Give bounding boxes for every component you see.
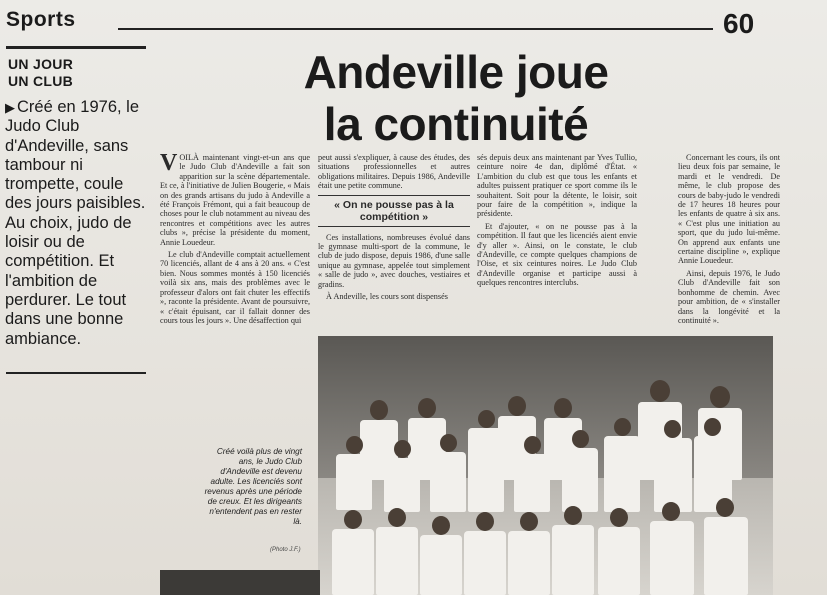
triangle-bullet-icon: ▶ (5, 100, 15, 115)
person-head (346, 436, 363, 454)
article-column-1 (160, 150, 310, 328)
article-column-4 (678, 153, 780, 328)
person-head (418, 398, 436, 418)
headline-line-2: la continuité (323, 98, 589, 150)
person (650, 521, 694, 595)
person-head (524, 436, 541, 454)
col3-paragraph-2: Et d'ajouter, « on ne pousse pas à la compétition. Il faut que les licenciés aient envie d'y aller ». Ainsi, on le constate, le club d'Andeville, ce compte quelques champions de l'Oise, et six ceintures noires. Le Judo Club d'Andeville organise et participe aussi à quelques rencontres interclubs. (477, 221, 637, 288)
col1-paragraph-2: Le club d'Andeville comptait actuellement 70 licenciés, allant de 4 ans à 20 ans. « C'est bien. Nous sommes montés à 150 licenciés voilà six ans, mais des problèmes avec le professeur d'alors ont fait chuter les effectifs », raconte la présidente. Avant de poursuivre, « c'était épuisant, car il fallait donner des cours tous les jours ». Une désaffection qui (160, 250, 310, 325)
person (384, 458, 420, 512)
col3-paragraph-1: sés depuis deux ans maintenant par Yves Tullio, ceinture noire 4e dan, diplômé d'État. « L'ambition du club est que tous les enfants et adultes puissent pratiquer ce sport comme ils le souhaitent. Soit pour la détente, le loisir, soit pour faire de la compétition », indique la présidente. (477, 153, 637, 219)
sidebar-kicker (8, 56, 138, 90)
col1-paragraph-1: OILÀ maintenant vingt-et-un ans que le Judo Club d'Andeville a fait son apparition sur la scène départementale. Et ce, à l'initiative de Julien Bougerie, « Mais on des grands artisans du judo à Andeville a été François Frémont, qui a fait beaucoup de choses pour le club notamment au niveau des rencontres et compétitions avec les autres clubs », précise la présidente du moment, Annie Louedeur. (160, 153, 310, 247)
person-head (344, 510, 362, 529)
person (654, 438, 692, 512)
person (704, 517, 748, 595)
pull-quote: « On ne pousse pas à la compétition » (318, 195, 470, 227)
dropcap: V (160, 150, 178, 176)
person-head (664, 420, 681, 438)
sidebar-rule-top (6, 46, 146, 49)
person (336, 454, 372, 510)
person-head (476, 512, 494, 531)
person-head (564, 506, 582, 525)
person-head (394, 440, 411, 458)
person-head (710, 386, 730, 408)
col4-paragraph-1: Concernant les cours, ils ont lieu deux fois par semaine, le mardi et le vendredi. De même, le club propose des cours de baby-judo le vendredi de 17 heures 18 heures pour les enfants de quatre à six ans. « C'est plus une initiation au sport, que du judo lui-même. On apprend aux enfants une certaine discipline », explique Annie Louedeur. (678, 153, 780, 266)
judo-club-photo (318, 336, 773, 595)
person (508, 531, 550, 595)
kicker-line-2: UN CLUB (8, 73, 74, 89)
person-head (370, 400, 388, 420)
article-column-3 (477, 153, 637, 291)
person-head (440, 434, 457, 452)
col2-paragraph-2: À Andeville, les cours sont dispensés (326, 292, 448, 302)
intro-text: Créé en 1976, le Judo Club d'Andeville, sans tambour ni trompette, coule des jours paisibles. Au choix, judo de loisir ou de compétition. Et l'ambition de perdurer. Le tout dans une bonne ambiance. (5, 98, 146, 348)
col2-paragraph-1: Ces installations, nombreuses évolué dans le gymnase multi-sport de la commune, le club de judo dispose, depuis 1986, d'une salle unique au gymnase, appelée tout simplement « salle de judo », avec douches, vestiaires et gradins. (318, 232, 470, 289)
person-head (520, 512, 538, 531)
person-head (572, 430, 589, 448)
col4-paragraph-2: Ainsi, depuis 1976, le Judo Club d'Andeville fait son bonhomme de chemin. Avec pour ambition, de « s'installer dans la longévité et la continuité ». (678, 268, 780, 325)
sidebar-rule-bottom (6, 372, 146, 374)
person-head (614, 418, 631, 436)
person-head (478, 410, 495, 428)
person (464, 531, 506, 595)
person-head (554, 398, 572, 418)
person-head (650, 380, 670, 402)
person-head (716, 498, 734, 517)
person (468, 428, 504, 512)
person (514, 454, 550, 512)
col2-paragraph-top: peut aussi s'expliquer, à cause des études, des situations professionnelles et autres obligations militaires. Depuis 1986, Andeville était une petite commune. (318, 153, 470, 191)
person (604, 436, 640, 512)
header-rule (118, 28, 713, 30)
person-head (508, 396, 526, 416)
person-head (388, 508, 406, 527)
person (552, 525, 594, 595)
person (420, 535, 462, 595)
person (562, 448, 598, 512)
adjacent-photo-fragment (160, 570, 320, 595)
article-column-2 (318, 153, 470, 304)
headline (236, 46, 676, 150)
person-head (432, 516, 450, 535)
headline-line-1: Andeville joue (303, 46, 609, 98)
photo-credit: (Photo J.F.) (270, 547, 301, 553)
kicker-line-1: UN JOUR (8, 56, 74, 72)
sidebar-intro (5, 98, 153, 349)
person-head (610, 508, 628, 527)
person-head (662, 502, 680, 521)
page-number: 60 (723, 8, 755, 39)
person (430, 452, 466, 512)
section-title: Sports (6, 8, 76, 31)
person (598, 527, 640, 595)
person (376, 527, 418, 595)
person-head (704, 418, 721, 436)
person (332, 529, 374, 595)
photo-caption: Créé voilà plus de vingt ans, le Judo Club d'Andeville est devenu adulte. Les licenciés sont revenus après une période de creux. Et les dirigeants n'entendent pas en rester là. (204, 447, 302, 526)
